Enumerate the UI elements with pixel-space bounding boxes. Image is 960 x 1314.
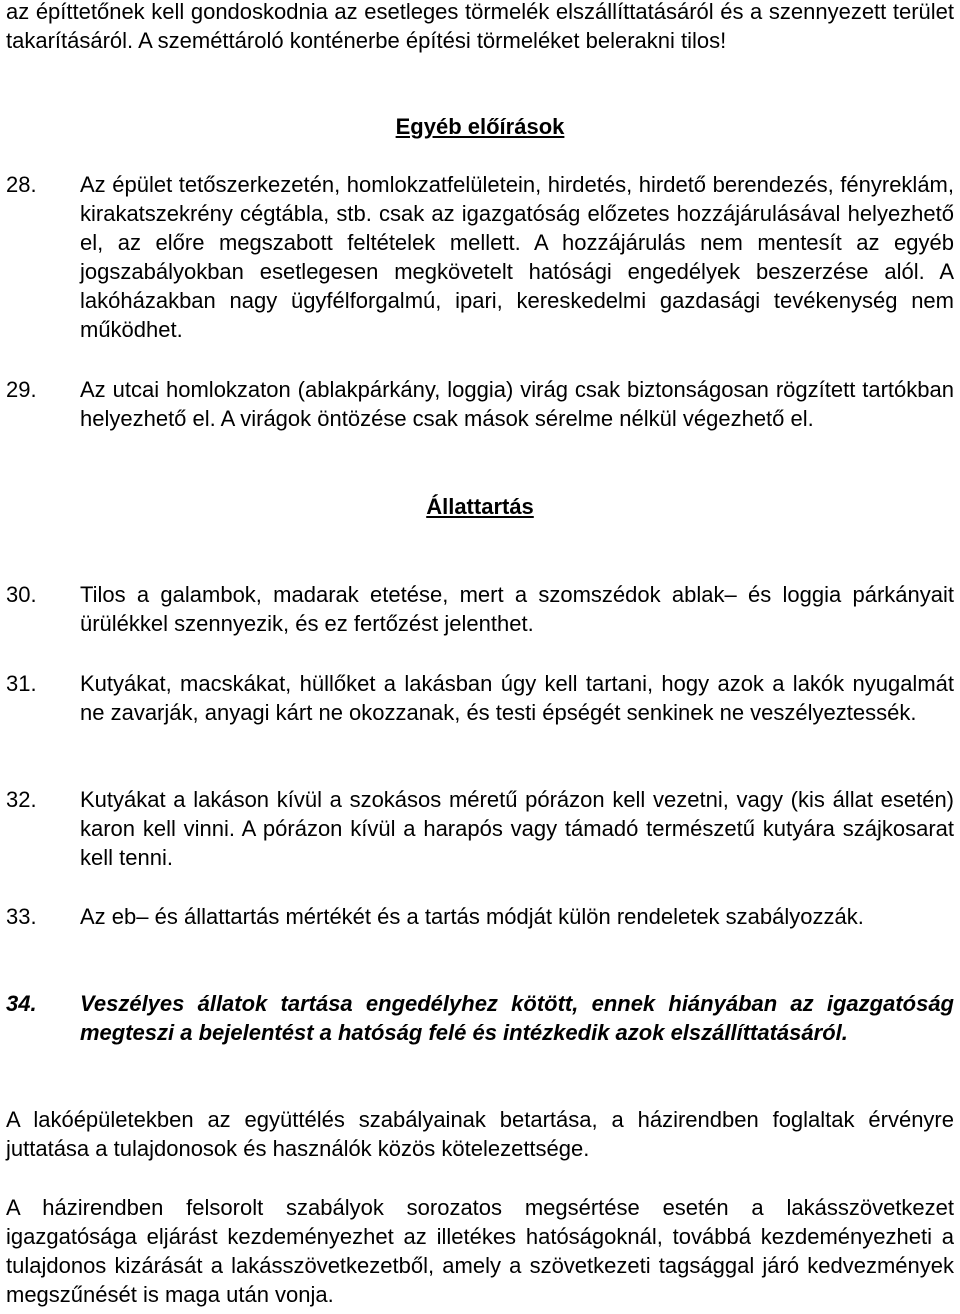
rule-text: Kutyákat, macskákat, hüllőket a lakásban úgy kell tartani, hogy azok a lakók nyugalmát ne zavarják, anyagi kárt ne okozzanak, és testi épségét senkinek ne veszélyeztessék.	[80, 671, 954, 725]
rule-text: Tilos a galambok, madarak etetése, mert a szomszédok ablak– és loggia párkányait ürülékkel szennyezik, és ez fertőzést jelenthet.	[80, 582, 954, 636]
rule-number: 31.	[6, 671, 37, 696]
intro-continuation-paragraph: az építtetőnek kell gondoskodnia az esetleges törmelék elszállíttatásáról és a szennyezett terület takarításáról. A szeméttároló konténerbe építési törmeléket belerakni tilos!	[6, 0, 954, 53]
closing-paragraph-sanctions: A házirendben felsorolt szabályok sorozatos megsértése esetén a lakásszövetkezet igazgatósága eljárást kezdeményezhet az illetékes hatóságoknál, továbbá kezdeményezheti a tulajdonos kizárását a lakásszövetkezetből, amely a szövetkezeti tagsággal járó kedvezmények megszűnését is maga után vonja.	[6, 1195, 954, 1307]
rule-number: 32.	[6, 787, 37, 812]
rule-number: 34.	[6, 991, 37, 1016]
section-heading-other-rules: Egyéb előírások	[395, 114, 565, 139]
closing-paragraph-obligation: A lakóépületekben az együttélés szabályainak betartása, a házirendben foglaltak érvényre juttatása a tulajdonosok és használók közös kötelezettsége.	[6, 1107, 954, 1161]
rule-text: Az eb– és állattartás mértékét és a tartás módját külön rendeletek szabályozzák.	[80, 904, 864, 929]
rule-number: 33.	[6, 904, 37, 929]
rule-number: 28.	[6, 172, 37, 197]
rule-text: Az épület tetőszerkezetén, homlokzatfelületein, hirdetés, hirdető berendezés, fényreklám, kirakatszekrény cégtábla, stb. csak az igazgatóság előzetes hozzájárulásával helyezhető el, az előre megszabott feltételek mellett. A hozzájárulás nem mentesít az egyéb jogszabályokban esetlegesen megkövetelt hatósági engedélyek beszerzése alól. A lakóházakban nagy ügyfélforgalmú, ipari, kereskedelmi gazdasági tevékenység nem működhet.	[80, 172, 954, 342]
rule-number: 29.	[6, 377, 37, 402]
rule-number: 30.	[6, 582, 37, 607]
rule-text: Kutyákat a lakáson kívül a szokásos méretű pórázon kell vezetni, vagy (kis állat esetén) karon kell vinni. A pórázon kívül a harapós vagy támadó természetű kutyára szájkosarat kell tenni.	[80, 787, 954, 870]
rule-text: Az utcai homlokzaton (ablakpárkány, loggia) virág csak biztonságosan rögzített tartókban helyezhető el. A virágok öntözése csak mások sérelme nélkül végezhető el.	[80, 377, 954, 431]
rule-text: Veszélyes állatok tartása engedélyhez kötött, ennek hiányában az igazgatóság megteszi a bejelentést a hatóság felé és intézkedik azok elszállíttatásáról.	[80, 991, 954, 1045]
section-heading-animal-keeping: Állattartás	[426, 494, 534, 519]
